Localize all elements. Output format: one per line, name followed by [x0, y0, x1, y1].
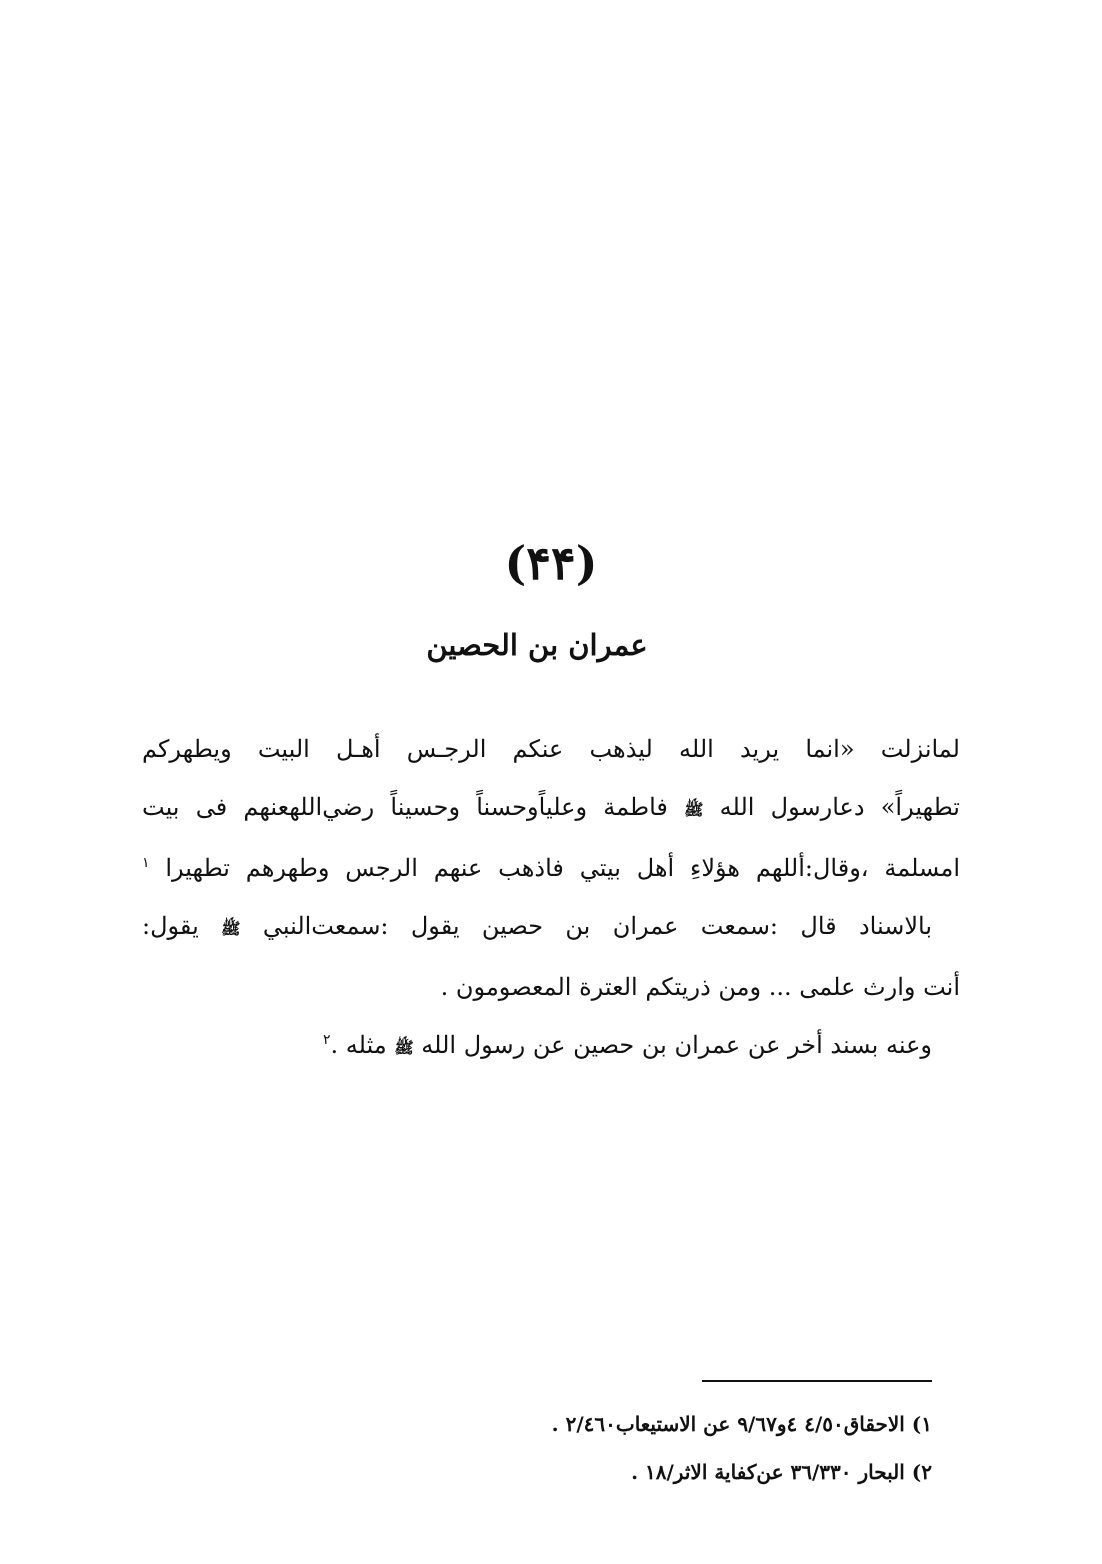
body-line-2-text-a: تطهيراً» دعارسول الله: [719, 793, 960, 821]
footnotes: [380, 1400, 932, 1496]
footnote-divider: [702, 1380, 932, 1382]
body-line-1-text: لمانزلت «انما يريد الله ليذهب عنكم الرجـس أهـل البيت ويطهركم: [142, 735, 960, 763]
body-line-2-text-b: فاطمة وعلياًوحسناً وحسيناً رضي‌اللهعنهم فى بيت: [142, 793, 668, 821]
body-line-4-text-a: بالاسناد قال :سمعت عمران بن حصين يقول :سمعت‌النبي: [262, 912, 932, 940]
body-line-5: [142, 958, 960, 1016]
body-line-6-text-a: وعنه بسند أخر عن عمران بن حصين عن رسول الله: [421, 1031, 932, 1059]
body-line-4: [142, 897, 960, 958]
footnote-ref-2: ٢: [322, 1032, 331, 1048]
body-line-6-text-b: مثله .: [330, 1031, 387, 1059]
footnote-1: ١) الاحقاق٤/٥٠ ٤و٩/٦٧ عن الاستيعاب٢/٤٦٠ .: [551, 1412, 932, 1436]
body-line-5-text: أنت وارث علمى ... ومن ذريتكم العترة المعصومون .: [440, 973, 960, 1001]
body-line-3-text: امسلمة ،وقال:أللهم هؤلاءِ أهل بيتي فاذهب عنهم الرجس وطهرهم تطهيرا: [165, 854, 960, 882]
body-line-1: [142, 720, 960, 778]
footnote-ref-1: ١: [142, 855, 150, 871]
chapter-title: عمران بن الحصين: [426, 628, 648, 662]
body-line-2: [142, 778, 960, 839]
honorific-symbol: ﷺ: [684, 800, 704, 819]
body-line-4-text-b: يقول:: [142, 912, 199, 940]
chapter-number: (۴۴): [504, 536, 598, 590]
body-line-6: [142, 1016, 960, 1077]
honorific-symbol: ﷺ: [221, 919, 241, 938]
honorific-symbol: ﷺ: [394, 1038, 414, 1057]
body-line-3: [142, 839, 960, 897]
footnote-2: ٢) البحار ٣٦/٣٣٠ عن‌كفاية الاثر/١٨ .: [631, 1460, 932, 1484]
body-text: [142, 720, 960, 1077]
